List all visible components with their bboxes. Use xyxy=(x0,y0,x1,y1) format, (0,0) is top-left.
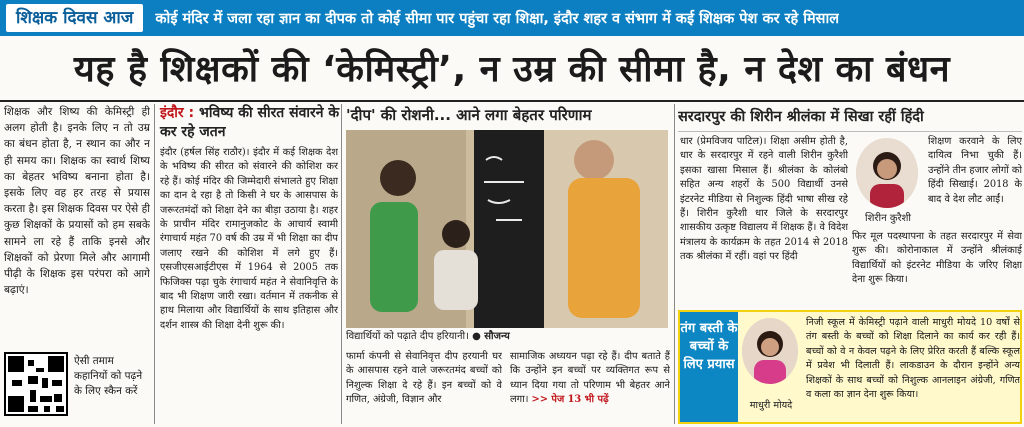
deep-article-part1 xyxy=(346,350,502,424)
photo-illustration xyxy=(346,130,668,328)
deep-article-part2 xyxy=(510,350,670,424)
top-banner xyxy=(0,0,1024,36)
shirin-text-c: फिर मूल पदस्थापना के तहत सरदारपुर में सेवा शुरू की। कोरोनाकाल में उन्होंने श्रीलंकाई विद्यार्थियों को इंटरनेट मीडिया के जरिए शिक्षा देना शुरू किया। xyxy=(852,231,1022,286)
main-headline: यह है शिक्षकों की ‘केमिस्ट्री’, न उम्र की सीमा है, न देश का बंधन xyxy=(73,49,951,90)
madhuri-portrait-label: माधुरी मोयदे xyxy=(749,400,793,411)
qr-caption: ऐसी तमाम कहानियों को पढ़ने के लिए स्कैन करें xyxy=(74,355,143,397)
shirin-headline: सरदारपुर की शिरीन श्रीलंका में सिखा रहीं हिंदी xyxy=(678,104,1022,132)
strap-headline: कोई मंदिर में जला रहा ज्ञान का दीपक तो कोई सीमा पार पहुंचा रहा शिक्षा, इंदौर शहर व संभाग में कई शिक्षक पेश कर रहे मिसाल xyxy=(155,11,840,27)
shirin-text-a: धार (प्रेमविजय पाटिल)। शिक्षा असीम होती है, धार के सरदारपुर में रहने वाली शिरीन कुरैशी इसका खासा मिसाल हैं। श्रीलंका के कोलंबो सहित अन्य शहरों के 500 विद्यार्थी उनसे इंटरनेट मीडिया से निशुल्क हिंदी भाषा सीख रहे हैं। शिरीन कुरैशी धार जिले के सरदारपुर शासकीय उत्कृष्ट विद्यालय में शिक्षक हैं। वे विदेश मंत्रालय के कार्यक्रम के तहत 2014 से 2018 तक श्रीलंका में रहीं। वहां पर हिंदी xyxy=(680,136,848,263)
qr-code-icon[interactable] xyxy=(4,352,68,416)
madhuri-text: निजी स्कूल में केमिस्ट्री पढ़ाने वाली माधुरी मोयदे 10 वर्षों से तंग बस्ती के बच्चों को शिक्षा दिलाने का कार्य कर रही हैं। बच्चों को वे न केवल पढ़ने के लिए प्रेरित करती हैं बल्कि स्कूल में प्रवेश भी दिलाती हैं। लाकडाउन के दौरान इन्होंने अन्य शिक्षकों के साथ बच्चों को निशुल्क आनलाइन अंग्रेजी, गणित व कला का ज्ञान देना शुरू किया। xyxy=(806,317,1020,401)
deep-headline: 'दीप' की रोशनी... आने लगा बेहतर परिणाम xyxy=(346,106,592,124)
shirin-portrait-label: शिरीन कुरैशी xyxy=(865,213,911,224)
shirin-article-part3 xyxy=(852,230,1022,306)
section-tag: शिक्षक दिवस आज xyxy=(6,4,143,32)
indore-article xyxy=(160,146,338,424)
deep-article-text-b: सामाजिक अध्ययन पढ़ा रहे हैं। दीप बताते हैं कि उन्होंने इन बच्चों पर व्यक्तिगत रूप से ध्यान दिया गया तो परिणाम भी बेहतर आने लगा। xyxy=(510,351,670,406)
shirin-article-part1 xyxy=(680,135,848,305)
portrait-illustration xyxy=(856,138,918,208)
photo-caption xyxy=(346,330,668,344)
column-divider xyxy=(674,104,675,424)
intro-text: शिक्षक और शिष्य की केमिस्ट्री ही अलग होती है। इनके लिए न तो उम्र का बंधन होता है, न स्थान का और न ही समय का। शिक्षक का स्वार्थ शिष्य का बेहतर भविष्य बनाना होता है। इसके लिए वह हर तरह से प्रयास करता है। इस शिक्षक दिवस पर ऐसे ही कुछ शिक्षकों के प्रयासों को हम सबके सामने ला रहे हैं ताकि इनसे और शिक्षकों को प्रेरणा मिले और आगामी पीढ़ी के शिक्षक इस परंपरा को आगे बढ़ाएं। xyxy=(4,106,150,297)
shirin-article-part2 xyxy=(928,135,1022,235)
column-divider xyxy=(341,104,342,424)
teaching-photo xyxy=(346,130,668,328)
portrait-illustration xyxy=(742,318,798,384)
column-divider xyxy=(154,104,155,424)
qr-block xyxy=(4,350,150,424)
madhuri-portrait xyxy=(742,318,798,384)
intro-column xyxy=(4,104,150,344)
box-tag: तंग बस्ती के बच्चों के लिए प्रयास xyxy=(680,312,738,422)
indore-article-text: इंदौर (हर्षल सिंह राठौर)। इंदौर में कई शिक्षक देश के भविष्य की सीरत को संवारने की कोशिश कर रहे हैं। कोई मंदिर की जिम्मेदारी संभालते हुए शिक्षा का दान दे रहा है तो किसी ने घर के आसपास के जरूरतमंदों को शिक्षा देने का बीड़ा उठाया है। शहर के प्राचीन मंदिर रामानुजकोट के आचार्य स्वामी रंगाचार्य महंत 70 वर्ष की उम्र में भी शिक्षा का दीप जलाए रखने की कोशिश में लगे हुए हैं। एसजीएसआईटीएस में 1964 से 2005 तक फिजिक्स पढ़ा चुके रंगाचार्य महंत ने सेवानिवृत्ति के बाद भी शिक्षण जारी रखा। वर्तमान में तकनीक से हाथ मिलाया और विद्यार्थियों के साथ इतिहास और दर्शन शास्त्र की शिक्षा देनी शुरू की। xyxy=(160,147,338,331)
shirin-portrait xyxy=(856,138,918,208)
dateline-place: इंदौर : xyxy=(160,105,195,121)
indore-headline-text: भविष्य की सीरत संवारने के कर रहे जतन xyxy=(160,105,340,140)
caption-text: विद्यार्थियों को पढ़ाते दीप हरियानी। xyxy=(346,331,469,342)
indore-headline xyxy=(160,104,340,142)
photo-credit: ● सौजन्य xyxy=(472,331,510,342)
read-more-link[interactable]: >> पेज 13 भी पढ़ें xyxy=(531,394,609,406)
headline-rule xyxy=(0,100,1024,102)
shirin-text-b: शिक्षण करवाने के लिए दायित्व निभा चुकी हैं। उन्होंने तीन हजार लोगों को हिंदी सिखाई। 2018 के बाद वे देश लौट आईं। xyxy=(928,136,1022,205)
deep-article-text-a: फार्मा कंपनी से सेवानिवृत्त दीप हरयानी घर के आसपास रहने वाले जरूरतमंद बच्चों को निशुल्क शिक्षा दे रहे हैं। इन बच्चों को वे गणित, अंग्रेजी, विज्ञान और xyxy=(346,351,502,406)
madhuri-article xyxy=(806,316,1020,420)
